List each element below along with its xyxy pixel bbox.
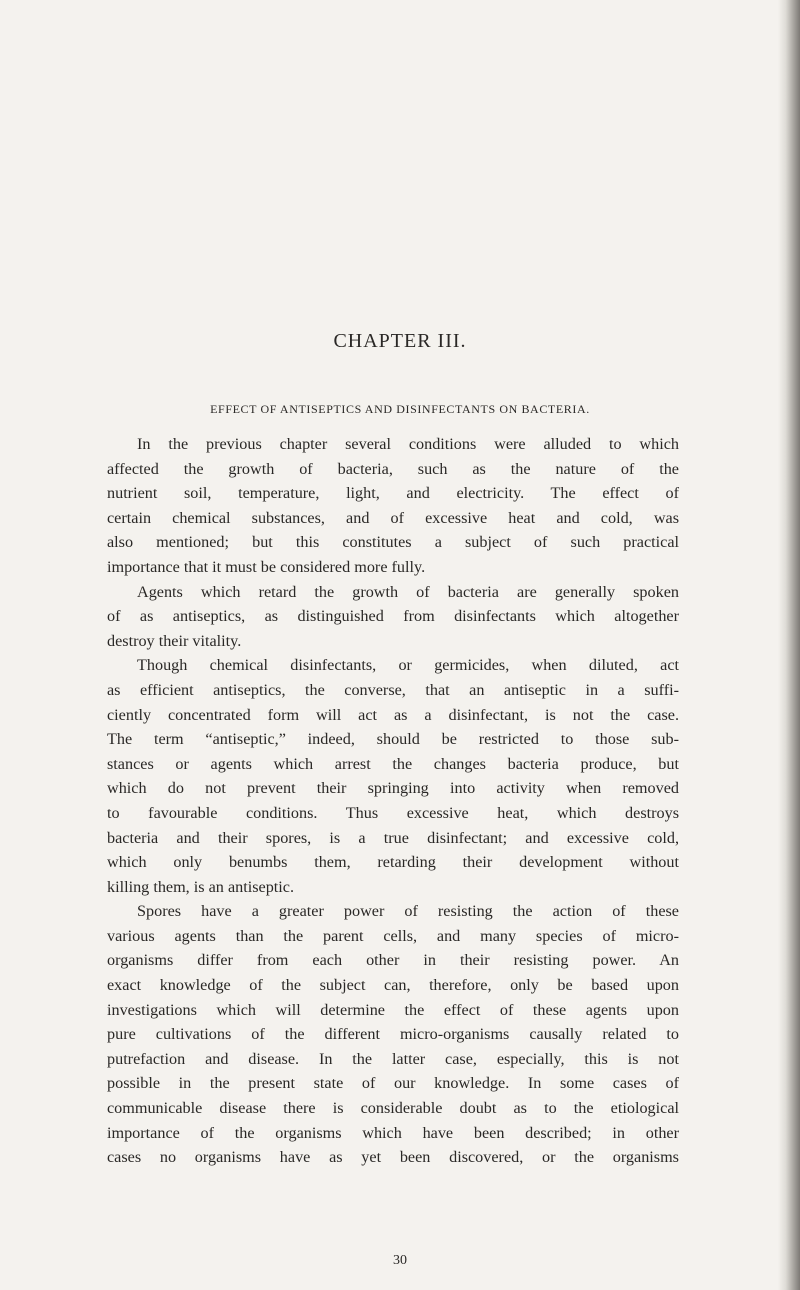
text-line: possible in the present state of our knowledge. In some cases of — [107, 1074, 679, 1093]
text-line: which only benumbs them, retarding their development without — [107, 853, 679, 872]
text-line: nutrient soil, temperature, light, and electricity. The effect of — [107, 484, 679, 503]
text-line: In the previous chapter several conditions were alluded to which — [137, 435, 679, 453]
text-line: of as antiseptics, as distinguished from disinfectants which altogether — [107, 607, 679, 626]
text-line: investigations which will determine the effect of these agents upon — [107, 1000, 679, 1019]
text-line: stances or agents which arrest the changes bacteria produce, but — [107, 754, 679, 773]
text-line: destroy their vitality. — [107, 631, 242, 650]
chapter-subtitle: EFFECT OF ANTISEPTICS AND DISINFECTANTS ON BACTERIA. — [210, 402, 590, 416]
text-line: Spores have a greater power of resisting the action of these — [137, 902, 679, 921]
chapter-heading: CHAPTER III. — [333, 330, 467, 352]
text-line: putrefaction and disease. In the latter case, especially, this is not — [107, 1049, 679, 1068]
text-line: killing them, is an antiseptic. — [107, 877, 295, 896]
text-line: importance of the organisms which have been described; in other — [107, 1123, 679, 1142]
text-line: communicable disease there is considerable doubt as to the etiological — [107, 1099, 679, 1118]
text-line: various agents than the parent cells, and many species of micro- — [107, 926, 679, 945]
text-line: organisms differ from each other in their resisting power. An — [107, 951, 679, 970]
text-line: certain chemical substances, and of excessive heat and cold, was — [107, 508, 679, 527]
page-number: 30 — [393, 1253, 407, 1268]
text-line: The term “antiseptic,” indeed, should be restricted to those sub- — [107, 730, 679, 749]
text-line: to favourable conditions. Thus excessive heat, which destroys — [107, 803, 679, 822]
text-line: as efficient antiseptics, the converse, that an antiseptic in a suffi- — [107, 680, 679, 699]
text-line: also mentioned; but this constitutes a subject of such practical — [107, 533, 679, 552]
page-edge-shadow — [778, 0, 800, 1290]
text-line: cases no organisms have as yet been discovered, or the organisms — [107, 1148, 679, 1167]
text-line: Though chemical disinfectants, or germicides, when diluted, act — [137, 656, 679, 675]
text-line: Agents which retard the growth of bacteria are generally spoken — [137, 582, 679, 601]
text-line: which do not prevent their springing into activity when removed — [107, 779, 679, 798]
text-line: exact knowledge of the subject can, therefore, only be based upon — [107, 976, 679, 995]
text-line: pure cultivations of the different micro-organisms causally related to — [107, 1025, 679, 1044]
body-text — [107, 432, 679, 1170]
text-line: importance that it must be considered more fully. — [107, 557, 426, 576]
text-line: bacteria and their spores, is a true disinfectant; and excessive cold, — [107, 828, 679, 847]
text-line: affected the growth of bacteria, such as the nature of the — [107, 459, 679, 478]
text-line: ciently concentrated form will act as a disinfectant, is not the case. — [107, 705, 679, 724]
